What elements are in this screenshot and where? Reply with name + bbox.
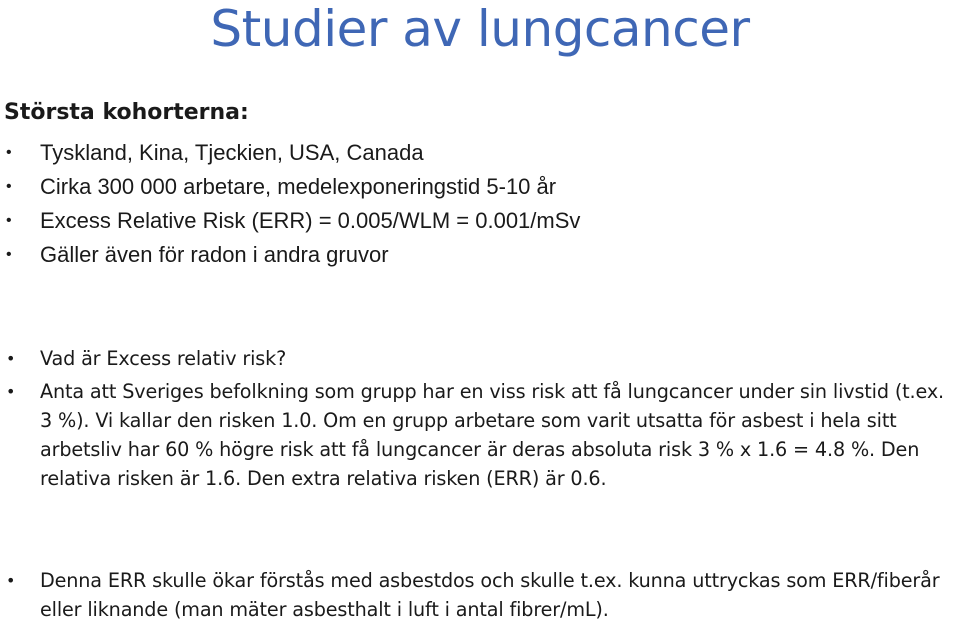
bullet-icon: • — [6, 382, 16, 401]
facts-list — [0, 136, 580, 272]
list-item — [0, 566, 960, 624]
list-item-text: Gäller även för radon i andra gruvor — [40, 242, 389, 267]
list-item — [0, 204, 580, 238]
list-item — [0, 377, 956, 493]
bullet-icon: • — [6, 571, 16, 590]
list-item — [0, 238, 580, 272]
bullet-icon: • — [6, 246, 12, 263]
bullet-icon: • — [6, 144, 12, 161]
subheading: Största kohorterna: — [4, 100, 249, 125]
list-item — [0, 136, 580, 170]
conclusion-list — [0, 566, 960, 624]
slide-title: Studier av lungcancer — [210, 0, 750, 58]
list-item-text: Cirka 300 000 arbetare, medelexponeringstid 5-10 år — [40, 174, 557, 199]
list-item-text: Tyskland, Kina, Tjeckien, USA, Canada — [40, 140, 424, 165]
list-item — [0, 344, 956, 373]
list-item-text: Denna ERR skulle ökar förstås med asbestdos och skulle t.ex. kunna uttryckas som ERR/fiberår eller liknande (man mäter asbesthalt i luft i antal fibrer/mL). — [40, 569, 940, 621]
bullet-icon: • — [6, 212, 12, 229]
bullet-icon: • — [6, 178, 12, 195]
list-item-text: Anta att Sveriges befolkning som grupp har en viss risk att få lungcancer under sin livstid (t.ex. 3 %). Vi kallar den risken 1.0. Om en grupp arbetare som varit utsatta för asbest i hela sitt arbetsliv har 60 % högre risk att få lungcancer är deras absoluta risk 3 % x 1.6 = 4.8 %. Den relativa risken är 1.6. Den extra relativa risken (ERR) är 0.6. — [40, 380, 944, 490]
bullet-icon: • — [6, 349, 16, 368]
list-item-text: Vad är Excess relativ risk? — [40, 347, 287, 370]
explanation-list — [0, 344, 956, 493]
list-item-text: Excess Relative Risk (ERR) = 0.005/WLM = 0.001/mSv — [40, 208, 581, 233]
list-item — [0, 170, 580, 204]
